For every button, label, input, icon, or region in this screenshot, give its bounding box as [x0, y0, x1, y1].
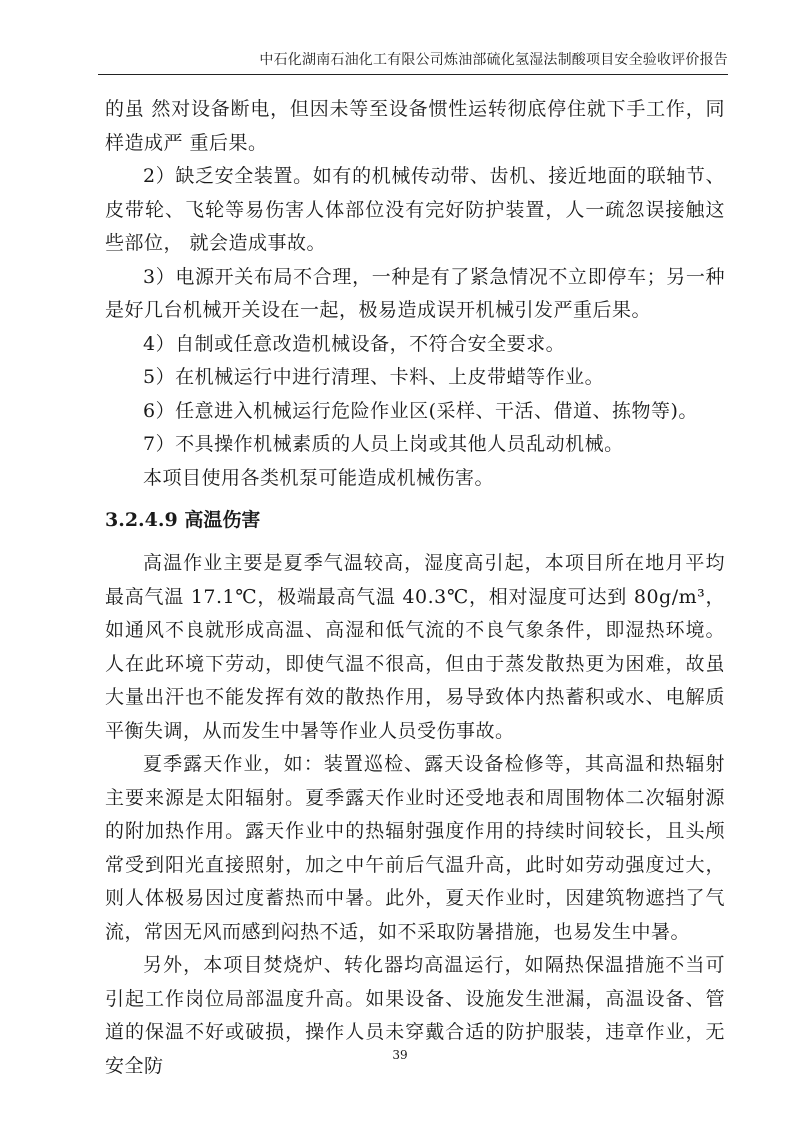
section-heading: 3.2.4.9 高温伤害 — [105, 509, 261, 531]
paragraph: 另外，本项目焚烧炉、转化器均高温运行，如隔热保温措施不当可引起工作岗位局部温度升高。如果设备、设施发生泄漏，高温设备、管道的保温不好或破损，操作人员未穿戴合适的防护服装，违章作业，无安全防 — [105, 954, 725, 1077]
paragraph: 本项目使用各类机泵可能造成机械伤害。 — [143, 466, 495, 489]
list-item: 6）任意进入机械运行危险作业区(采样、干活、借道、拣物等)。 — [143, 399, 698, 422]
paragraph: 的虽 然对设备断电，但因未等至设备惯性运转彻底停住就下手工作，同样造成严 重后果。 — [105, 98, 725, 154]
list-item: 4）自制或任意改造机械设备，不符合安全要求。 — [143, 332, 566, 355]
list-item: 5）在机械运行中进行清理、卡料、上皮带蜡等作业。 — [143, 366, 605, 388]
header-rule — [98, 74, 728, 75]
list-item: 7）不具操作机械素质的人员上岗或其他人员乱动机械。 — [143, 433, 624, 455]
page-number: 39 — [392, 1048, 408, 1062]
paragraph: 高温作业主要是夏季气温较高，湿度高引起，本项目所在地月平均最高气温 17.1℃，极端最高气温 40.3℃，相对湿度可达到 80g/m³，如通风不良就形成高温、高湿和低气流的不良气象条件，即湿热环境。人在此环境下劳动，即使气温不很高，但由于蒸发散热更为困难，故虽大量出汗也不能发挥有效的散热作用，易导致体内热蓄积或水、电解质平衡失调，从而发生中暑等作业人员受伤事故。 — [105, 552, 725, 742]
running-header: 中石化湖南石油化工有限公司炼油部硫化氢湿法制酸项目安全验收评价报告 — [259, 52, 728, 68]
list-item: 3）电源开关布局不合理，一种是有了紧急情况不立即停车；另一种是好几台机械开关设在一起，极易造成误开机械引发严重后果。 — [105, 265, 725, 321]
page-body — [105, 93, 725, 1083]
list-item: 2）缺乏安全装置。如有的机械传动带、齿机、接近地面的联轴节、皮带轮、飞轮等易伤害人体部位没有完好防护装置，人一疏忽误接触这些部位， 就会造成事故。 — [105, 165, 725, 254]
paragraph: 夏季露天作业，如：装置巡检、露天设备检修等，其高温和热辐射主要来源是太阳辐射。夏季露天作业时还受地表和周围物体二次辐射源的附加热作用。露天作业中的热辐射强度作用的持续时间较长，且头颅常受到阳光直接照射，加之中午前后气温升高，此时如劳动强度过大，则人体极易因过度蓄热而中暑。此外，夏天作业时，因建筑物遮挡了气流，常因无风而感到闷热不适，如不采取防暑措施，也易发生中暑。 — [105, 753, 725, 943]
